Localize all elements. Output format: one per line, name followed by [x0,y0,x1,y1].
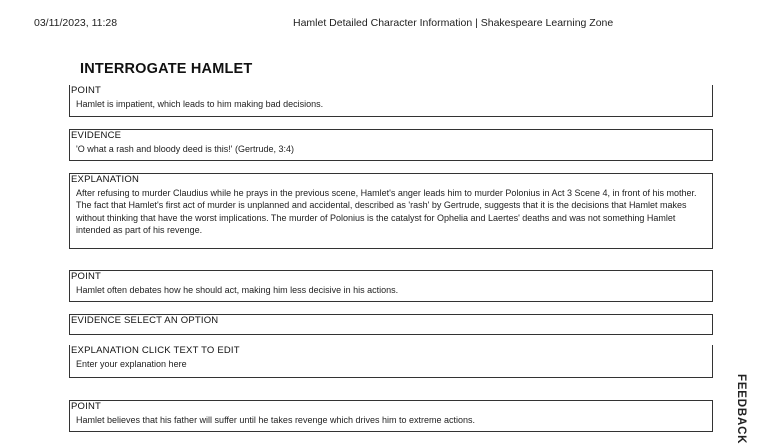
point-label: POINT [71,85,102,96]
point-box-3 [69,400,713,432]
point-label: POINT [71,271,102,282]
page-title: INTERROGATE HAMLET [80,61,253,77]
point-label: POINT [71,401,102,412]
point-text: Hamlet is impatient, which leads to him making bad decisions. [76,98,324,109]
explanation-box-1 [69,173,713,249]
print-header [0,17,784,31]
point-text: Hamlet often debates how he should act, making him less decisive in his actions. [76,284,399,295]
print-page-title: Hamlet Detailed Character Information | Shakespeare Learning Zone [293,17,614,29]
point-box-2 [69,270,713,302]
explanation-label: EXPLANATION [71,174,140,185]
evidence-text: 'O what a rash and bloody deed is this!' (Gertrude, 3:4) [76,143,295,154]
explanation-edit-label: EXPLANATION CLICK TEXT TO EDIT [71,345,240,356]
print-date: 03/11/2023, 11:28 [34,17,118,29]
evidence-select-label[interactable]: EVIDENCE SELECT AN OPTION [71,315,219,326]
evidence-label: EVIDENCE [71,130,122,141]
explanation-text: After refusing to murder Claudius while he prays in the previous scene, Hamlet's anger leads him to murder Polonius in Act 3 Scene 4, in front of his mother. The fact that Hamlet's first act of murder is unplanned and accidental, described as 'rash' by Gertrude, suggests that it is the decisions that Hamlet makes without thinking that have the worst implications. The murder of Polonius is the catalyst for Ophelia and Laertes' deaths and was not something Hamlet intended as part of his revenge. [76,187,697,235]
evidence-select-box[interactable] [69,314,713,335]
evidence-box-1 [69,129,713,161]
point-text: Hamlet believes that his father will suffer until he takes revenge which drives him to extreme actions. [76,414,476,425]
feedback-tab[interactable]: FEEDBACK [735,374,747,444]
explanation-edit-box[interactable] [69,345,713,378]
point-box-1 [69,85,713,117]
explanation-input[interactable]: Enter your explanation here [76,358,187,369]
